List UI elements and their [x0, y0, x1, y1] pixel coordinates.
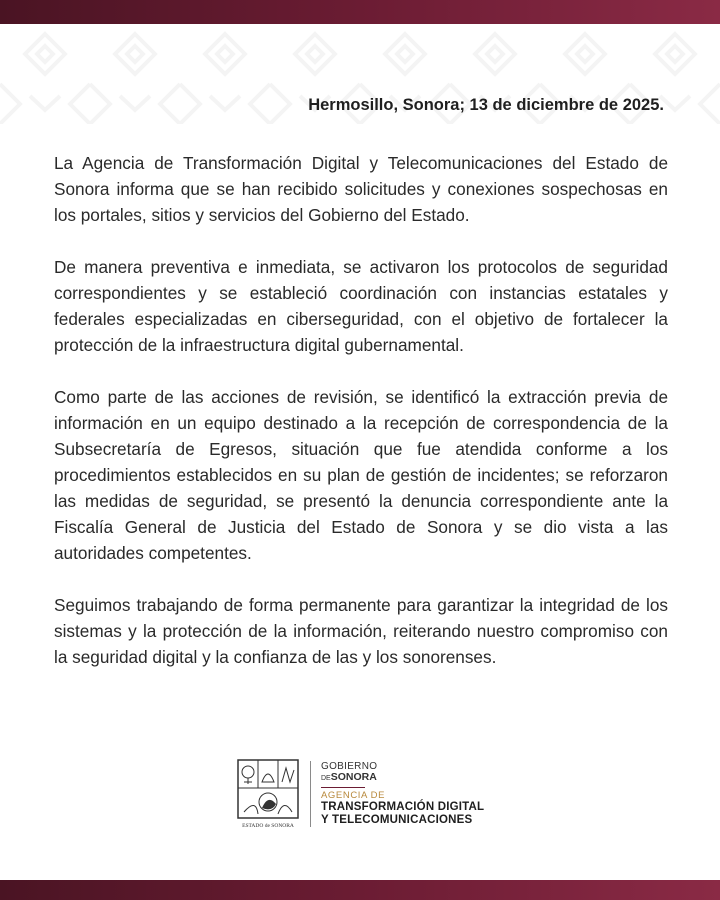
statement-body: [54, 150, 668, 696]
top-banner-bar: [0, 0, 720, 24]
agency-name-line1: TRANSFORMACIÓN DIGITAL: [321, 801, 485, 813]
de-sonora-label: [321, 772, 484, 784]
logo-text-block: [321, 761, 484, 827]
paragraph-commitment: Seguimos trabajando de forma permanente para garantizar la integridad de los sistemas y la protección de la información, reiterando nuestro compromiso con la seguridad digital y la confianza de las y los sonorenses.: [54, 595, 668, 667]
logo-divider: [310, 761, 311, 827]
paragraph-intro: La Agencia de Transformación Digital y Telecomunicaciones del Estado de Sonora informa que se han recibido solicitudes y conexiones sospechosas en los portales, sitios y servicios del Gobierno del Estado.: [54, 153, 668, 225]
bottom-banner-bar: [0, 880, 720, 900]
sonora-coat-of-arms-icon: [236, 758, 300, 830]
paragraph-review: Como parte de las acciones de revisión, se identificó la extracción previa de información en un equipo destinado a la recepción de correspondencia de la Subsecretaría de Egresos, situación que fue atendida conforme a los procedimientos establecidos en su plan de gestión de incidentes; se reforzaron las medidas de seguridad, se presentó la denuncia correspondiente ante la Fiscalía General de Justicia del Estado de Sonora y se dio vista a las autoridades competentes.: [54, 387, 668, 563]
shield-caption: ESTADO de SONORA: [242, 823, 294, 829]
agency-label: AGENCIA DE: [321, 790, 386, 801]
agency-name-line2: Y TELECOMUNICACIONES: [321, 814, 473, 826]
sonora-label: SONORA: [330, 771, 377, 783]
date-location-line: Hermosillo, Sonora; 13 de diciembre de 2025.: [308, 96, 664, 114]
agency-logo: [236, 758, 484, 830]
logo-rule: [321, 787, 365, 788]
paragraph-protocols: De manera preventiva e inmediata, se activaron los protocolos de seguridad correspondientes y se estableció coordinación con instancias estatales y federales especializadas en ciberseguridad, con el objetivo de fortalecer la protección de la infraestructura digital gubernamental.: [54, 257, 668, 355]
de-label: DE: [321, 775, 331, 782]
gobierno-label: GOBIERNO: [321, 761, 378, 772]
